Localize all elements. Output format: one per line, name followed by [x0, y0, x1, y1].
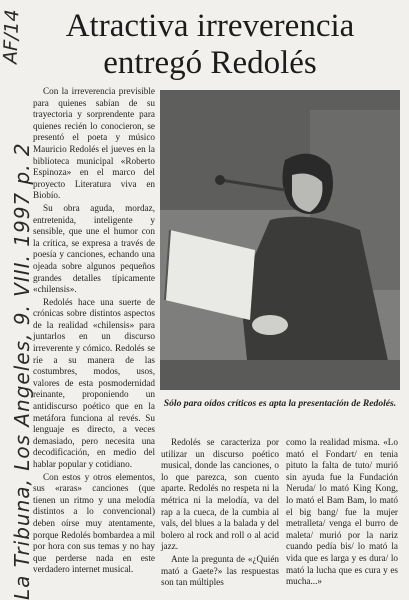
handwritten-source-note: La Tribuna, Los Angeles, 9. VIII. 1997 p. 2	[10, 142, 34, 600]
photo-caption: Sólo para oídos críticos es apta la presentación de Redolés.	[163, 398, 397, 409]
handwritten-archive-code	[0, 8, 28, 65]
performer-photo-illustration	[160, 90, 400, 390]
performer-photo	[160, 90, 400, 390]
paragraph: Con estos y otros elementos, sus «raras» canciones (que tienen un ritmo y una melodía distintos a lo convencional) deben oírse muy atentamente, porque Redolés bombardea a mil por hora con sus temas y no hay que perderse nada en este verdadero internet musical.	[33, 471, 155, 575]
headline	[30, 8, 390, 82]
headline-line-1: Atractiva irreverencia	[65, 8, 355, 44]
archive-code-text: AF/14	[0, 8, 24, 65]
article-column-left	[33, 86, 155, 577]
article-column-middle	[161, 437, 279, 590]
paragraph: Ante la pregunta de «¿Quién mató a Gaete?» las respuestas son tan múltiples	[161, 553, 279, 588]
article-column-right	[286, 437, 398, 589]
paragraph: Redolés se caracteriza por utilizar un discurso poético musical, donde las canciones, o lo que parezca, son cuento aparte. Redolés no respeta ni la métrica ni la melodía, va del rap a la cueca, de la cumbia al vals, del blues a la balada y del bolero al rock and roll o al acid jazz.	[161, 437, 279, 552]
headline-line-2: entregó Redolés	[103, 45, 317, 81]
paragraph: Redolés hace una suerte de crónicas sobre distintos aspectos de la realidad «chilensis» para juntarlos en un discurso irreverente y cómico. Redolés se ríe a su manera de las costumbres, modos, usos, valores de esta posmodernidad reinante, proponiendo un antidiscurso poético que en la metáfora funciona al revés. Su lenguaje es directo, a veces demasiado, pero necesita una decodificación, en medio del hablar popular y cotidiano.	[33, 296, 155, 469]
paragraph: como la realidad misma. «Lo mató el Fondart/ en tenia pituto la falta de tuto/ murió sin ayuda fue la Fundación Neruda/ lo mató King Kong, lo mató el Bam Bam, lo mató el big bang/ fue la mujer metralleta/ venga el burro de maleta/ murió por la nariz cuando pedía bis/ lo mató la vida que es larga y es dura/ lo mató la lucha que es cura y es mucha...»	[286, 437, 398, 587]
paragraph: Con la irreverencia previsible para quienes sabían de su trayectoria y sorprendente para quienes recién lo conocieron, se presentó el poeta y músico Mauricio Redolés el jueves en la biblioteca municipal «Roberto Espinoza» en el marco del proyecto Literatura viva en Biobío.	[33, 86, 155, 201]
paragraph: Su obra aguda, mordaz, entretenida, inteligente y sensible, que une el humor con la crítica, se expresa a través de poesía y canciones, echando una ojeada sobre algunos pequeños grandes detalles típicamente «chilensis».	[33, 202, 155, 295]
